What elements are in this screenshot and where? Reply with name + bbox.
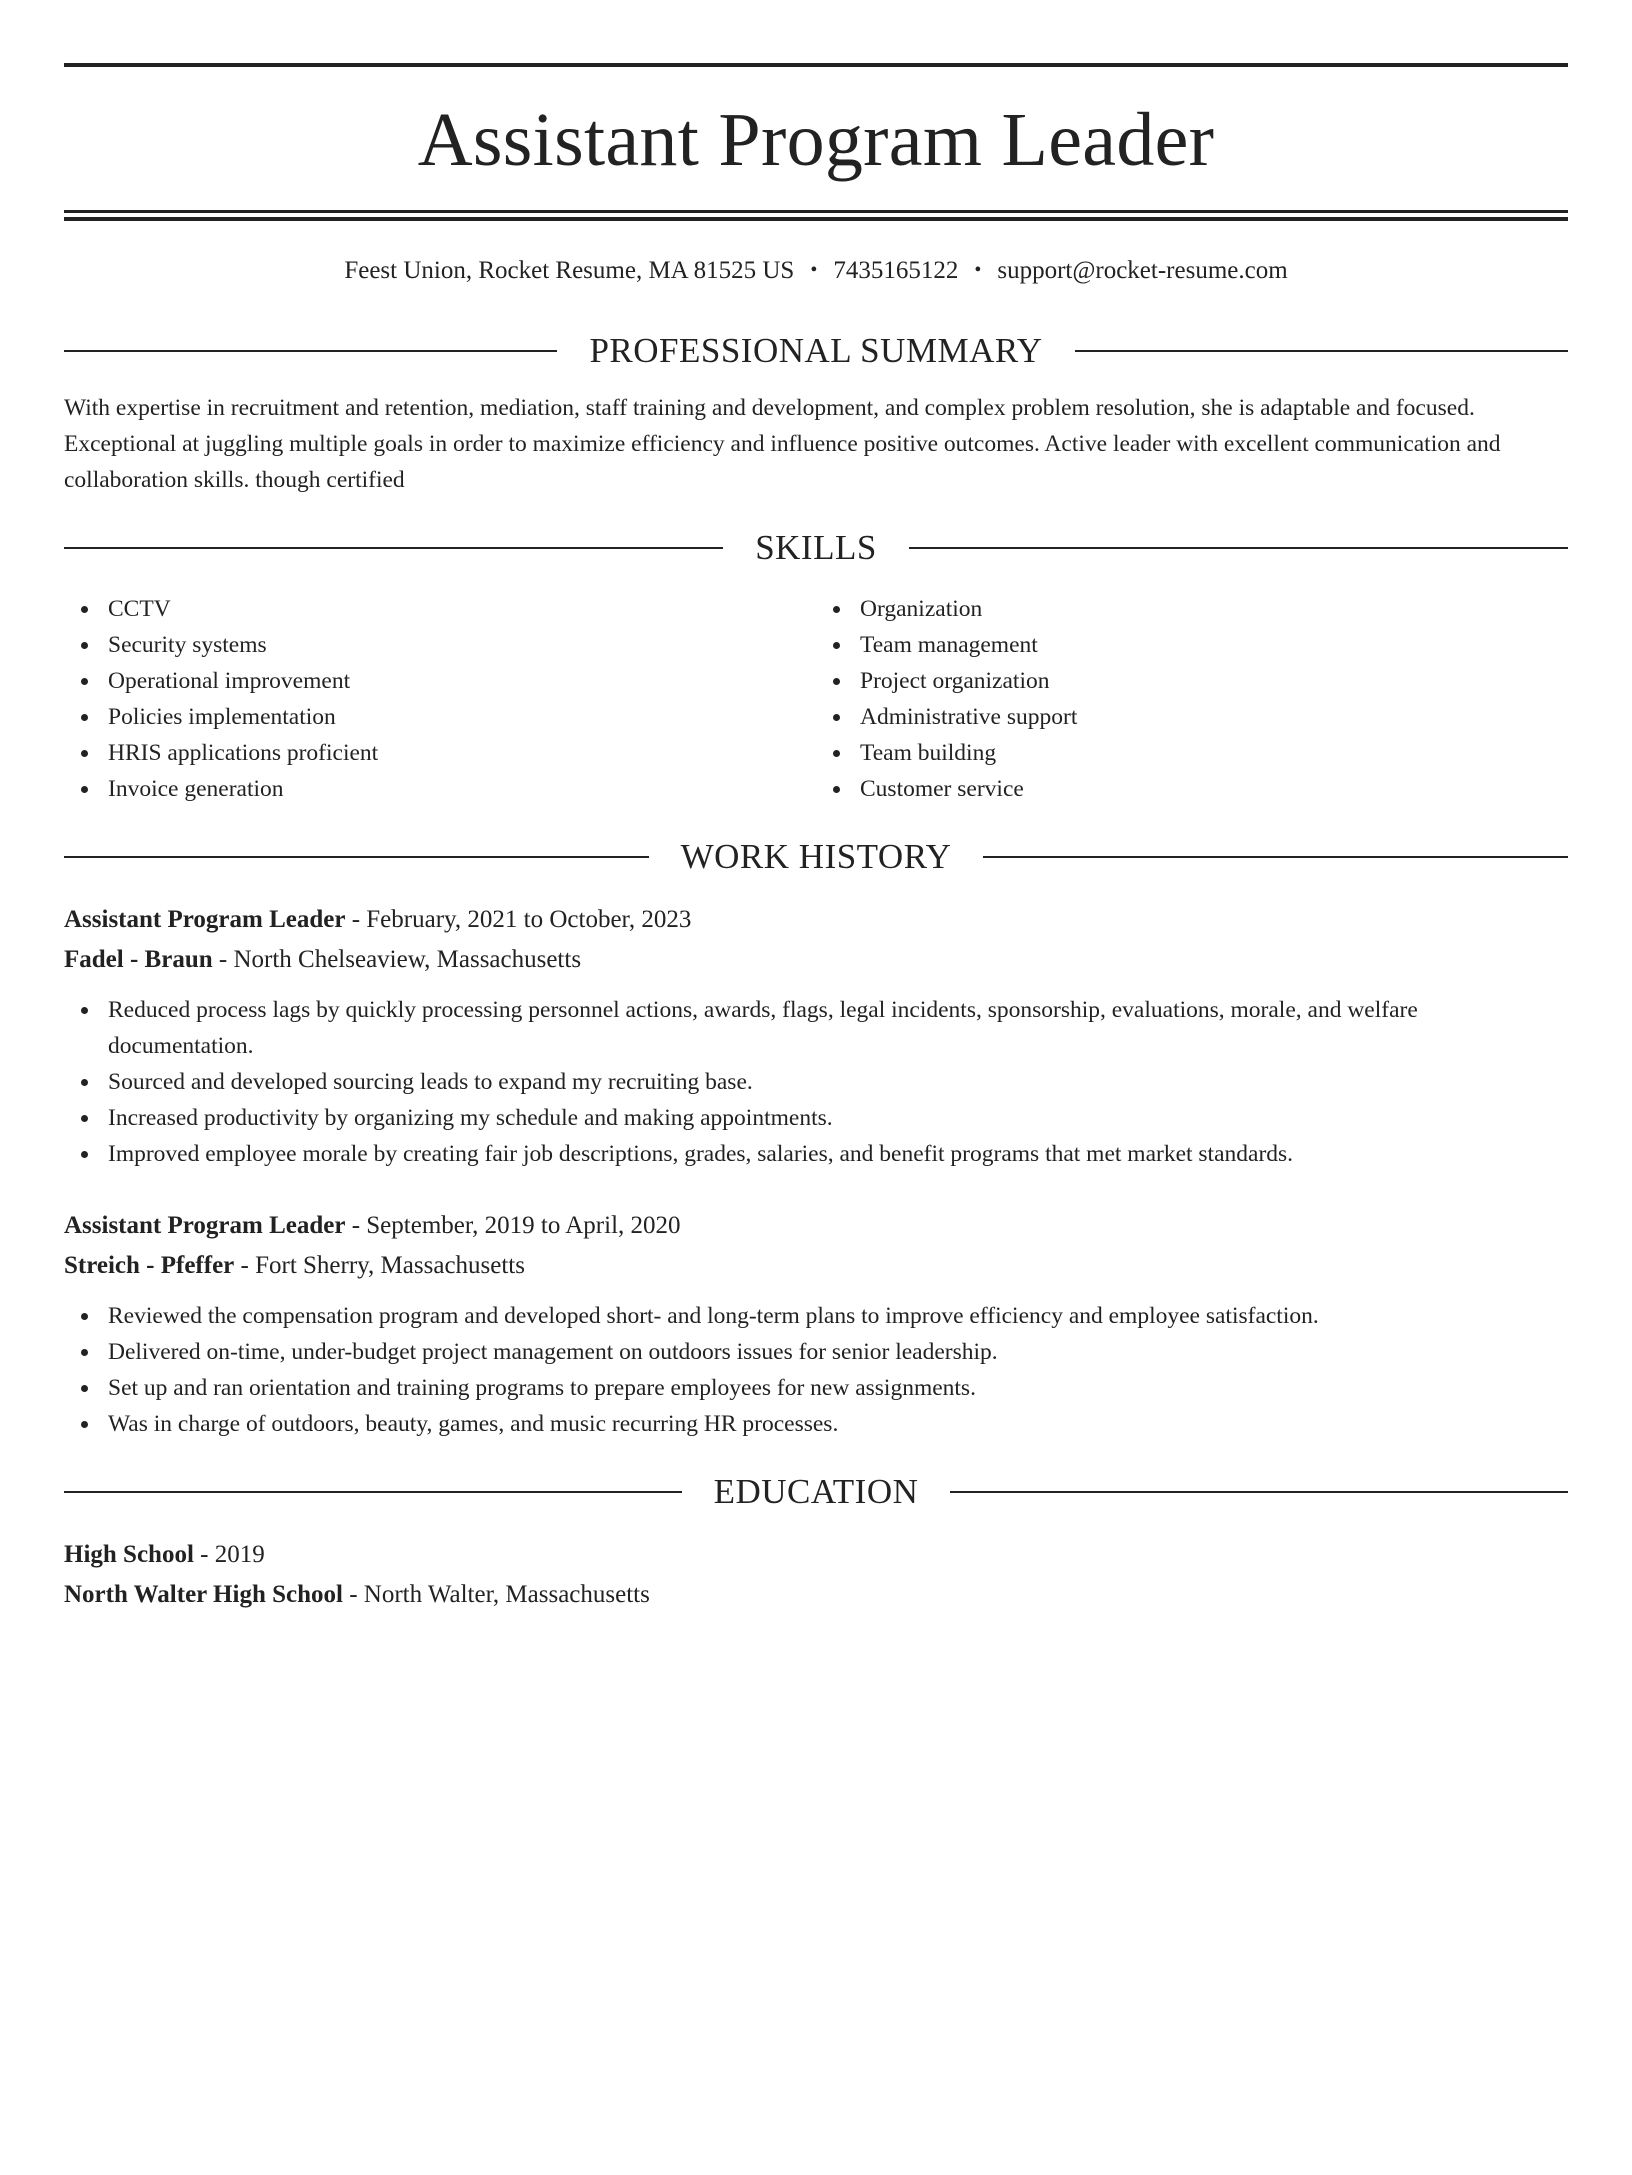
resume-title: Assistant Program Leader (417, 98, 1215, 182)
section-rule-left (64, 350, 557, 352)
job-dates: - February, 2021 to October, 2023 (345, 906, 692, 933)
contact-line (64, 254, 1568, 289)
job-bullet: Increased productivity by organizing my schedule and making appointments. (108, 1100, 1568, 1136)
skill-item: Team management (860, 627, 1568, 663)
contact-separator: • (974, 259, 982, 281)
section-title-summary: PROFESSIONAL SUMMARY (589, 331, 1043, 370)
job-bullet: Reviewed the compensation program and developed short- and long-term plans to improve efficiency and employee satisfaction. (108, 1298, 1568, 1334)
job-company-line (64, 940, 1568, 980)
education-year: - 2019 (193, 1541, 265, 1568)
section-header-education (64, 1472, 1568, 1512)
section-rule-right (950, 1491, 1568, 1493)
job-bullet: Was in charge of outdoors, beauty, games, and music recurring HR processes. (108, 1406, 1568, 1442)
job-bullet: Sourced and developed sourcing leads to expand my recruiting base. (108, 1064, 1568, 1100)
job-dates: - September, 2019 to April, 2020 (345, 1212, 681, 1239)
job-location: - North Chelseaview, Massachusetts (212, 946, 582, 973)
job-company: Streich - Pfeffer (64, 1252, 235, 1279)
education-entry (64, 1535, 1568, 1615)
title-double-rule (64, 210, 1568, 221)
job-entry (64, 900, 1568, 1172)
section-title-skills: SKILLS (755, 528, 877, 567)
skill-item: Project organization (860, 663, 1568, 699)
job-bullet: Set up and ran orientation and training programs to prepare employees for new assignments. (108, 1370, 1568, 1406)
job-bullet: Delivered on-time, under-budget project management on outdoors issues for senior leadership. (108, 1334, 1568, 1370)
skill-item: Invoice generation (108, 771, 816, 807)
job-title-line (64, 1206, 1568, 1246)
skill-item: Operational improvement (108, 663, 816, 699)
top-rule (64, 63, 1568, 67)
skill-item: Security systems (108, 627, 816, 663)
job-company: Fadel - Braun (64, 946, 213, 973)
contact-separator: • (810, 259, 818, 281)
section-rule-left (64, 856, 649, 858)
job-bullet: Reduced process lags by quickly processing personnel actions, awards, flags, legal incidents, sponsorship, evaluations, morale, and welfare documentation. (108, 992, 1568, 1064)
job-title-line (64, 900, 1568, 940)
section-header-summary (64, 331, 1568, 371)
contact-phone: 7435165122 (833, 257, 959, 284)
education-location: - North Walter, Massachusetts (342, 1581, 650, 1608)
section-rule-right (983, 856, 1568, 858)
skill-item: Policies implementation (108, 699, 816, 735)
section-header-work (64, 837, 1568, 877)
section-rule-left (64, 547, 723, 549)
job-location: - Fort Sherry, Massachusetts (234, 1252, 525, 1279)
section-rule-right (909, 547, 1568, 549)
education-degree-line (64, 1535, 1568, 1575)
section-title-education: EDUCATION (713, 1472, 919, 1511)
skills-list (64, 591, 1568, 807)
job-title: Assistant Program Leader (64, 1212, 346, 1239)
skill-item: HRIS applications proficient (108, 735, 816, 771)
education-school-line (64, 1575, 1568, 1615)
section-rule-right (1075, 350, 1568, 352)
section-header-skills (64, 528, 1568, 568)
skills-column-right (816, 591, 1568, 807)
resume-page (0, 63, 1632, 2175)
job-bullet: Improved employee morale by creating fair job descriptions, grades, salaries, and benefit programs that met market standards. (108, 1136, 1568, 1172)
skill-item: Customer service (860, 771, 1568, 807)
skill-item: Team building (860, 735, 1568, 771)
job-company-line (64, 1246, 1568, 1286)
skill-item: Administrative support (860, 699, 1568, 735)
skill-item: Organization (860, 591, 1568, 627)
section-title-work: WORK HISTORY (680, 837, 952, 876)
job-bullets (64, 1298, 1568, 1442)
job-entry (64, 1206, 1568, 1442)
job-bullets (64, 992, 1568, 1172)
education-degree: High School (64, 1541, 194, 1568)
skills-column-left (64, 591, 816, 807)
contact-email: support@rocket-resume.com (997, 257, 1288, 284)
skill-item: CCTV (108, 591, 816, 627)
education-school: North Walter High School (64, 1581, 343, 1608)
section-rule-left (64, 1491, 682, 1493)
job-title: Assistant Program Leader (64, 906, 346, 933)
summary-text: With expertise in recruitment and retention, mediation, staff training and development, and complex problem resolution, she is adaptable and focused. Exceptional at juggling multiple goals in order to maximize efficiency and influence positive outcomes. Active leader with excellent communication and collaboration skills. though certified (64, 395, 1501, 493)
contact-address: Feest Union, Rocket Resume, MA 81525 US (344, 257, 795, 284)
